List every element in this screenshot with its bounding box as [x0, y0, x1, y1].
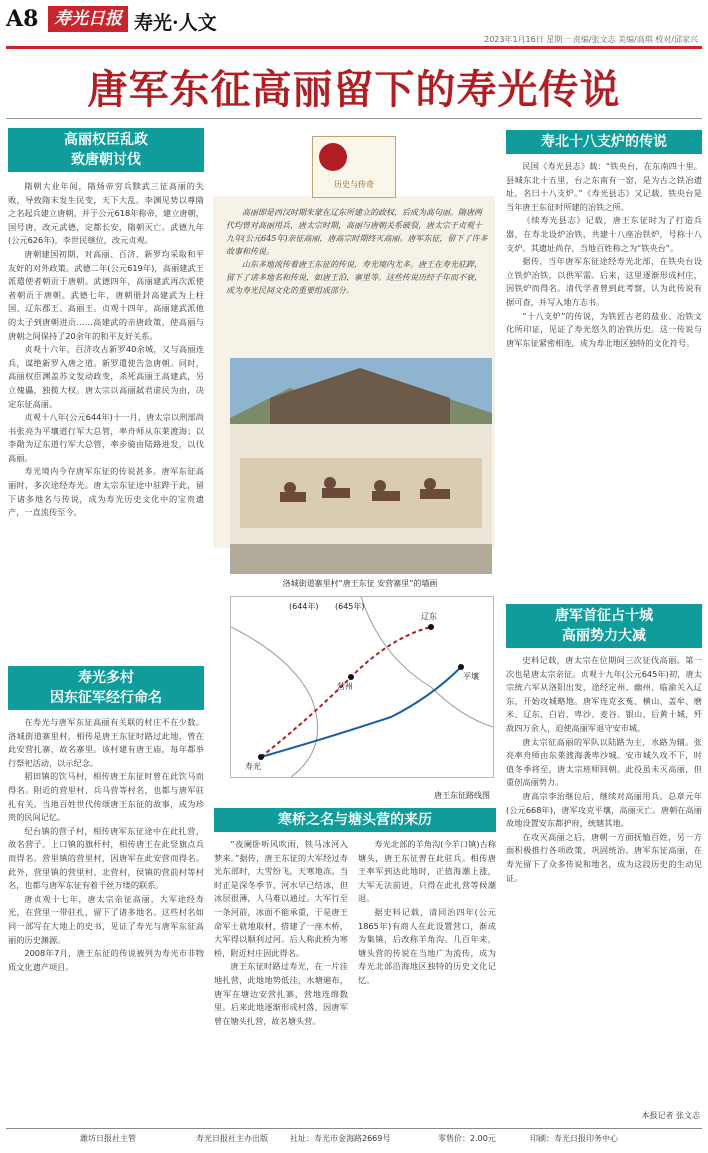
- paragraph: 唐朝建国初期，对高丽、百济、新罗均采取和平友好的对外政策。武德二年(公元619年)，高丽建武王派遣使者朝贡于唐朝。武德四年，高丽建武再次派使者朝贡于唐朝。武德七年，唐朝册封高建武为上柱国、辽东郡王、高丽王。贞观十四年，高丽建武派他的太子到唐朝进贡……高建武的亲唐政策，使高丽与唐朝之间保持了20余年的和平友好关系。: [8, 248, 204, 341]
- left-section1-banner: [8, 128, 204, 172]
- footer-divider: [6, 1128, 702, 1129]
- map-caption: 唐王东征路线图: [434, 791, 490, 800]
- intro-body: [226, 206, 488, 352]
- left-section1-title-line1: 高丽权臣乱政: [64, 132, 148, 148]
- paragraph: 据传，当年唐军东征途经寿光北部，在铁央台设立铁炉冶铁，以供军需。后来，这里逐渐形成村庄，因铁炉而得名。清代学者曾到此考察，认为此传说有据可查，并写入地方志书。: [506, 256, 702, 307]
- paragraph: 在攻灭高丽之后，唐朝一方面抚恤百姓，另一方面积极推行各项政策，巩固统治。唐军东征高丽，在寿光留下了众多传说和地名，成为这段历史的生动见证。: [506, 831, 702, 883]
- intro-seal: [312, 136, 396, 198]
- left-section2-title-line1: 寿光多村: [78, 670, 134, 686]
- map-label-place: 营州: [337, 682, 353, 691]
- paragraph: 《续寿光县志》记载，唐王东征时为了打造兵器，在寿北设炉冶铁，共建十八座冶铁炉，号称十八支炉。其遗址尚存，当地百姓称之为“铁央台”。: [506, 215, 702, 253]
- paragraph: 隋朝大业年间，隋炀帝穷兵黩武三征高丽的失败，导致隋末发生民变，天下大乱。李渊见势以尊隋之名起兵建立唐朝，并于公元618年称帝，建立唐朝，国号唐，改元武德，定都长安，隋朝灭亡。武德九年(公元626年)，李世民继位，改元贞观。: [8, 181, 204, 246]
- route-map-drawing: [231, 597, 493, 777]
- right-section2-banner: [506, 604, 702, 648]
- page-number: A8: [6, 6, 39, 32]
- footer-supervisor: 潍坊日报社主管: [80, 1134, 136, 1143]
- section-title: 寿光·人文: [134, 12, 217, 34]
- paragraph: “夜阑卧听风吹雨，铁马冰河入梦来。”据传，唐王东征的大军经过寿光东部时，大雪纷飞，天寒地冻。当时正是深冬季节，河水早已结冰，但冰层很薄，人马难以通过。大军行至一条河前，冰面不能承重，于是唐王命军士就地取材，搭建了一座木桥，大军得以顺利过河。后人称此桥为寒桥，附近村庄因此得名。: [214, 839, 348, 958]
- paragraph: 贞观十八年(公元644年)十一月，唐太宗以刑部尚书张亮为平壤道行军大总管，率舟师从东莱渡海；以李勣为辽东道行军大总管，率步骑由陆路进发，以伐高丽。: [8, 412, 204, 463]
- paragraph: 纪台镇的营子村，相传唐军东征途中在此扎营，故名营子。上口镇的旗杆村，相传唐王在此竖旗点兵而得名。营里镇的营里村，因唐军在此安营而得名。此外，营里镇的营里村、北营村，侯镇的营前村等村名，也都与唐军东征有着千丝万缕的联系。: [8, 825, 204, 891]
- middle-body-right: [358, 838, 496, 1124]
- route-map: [230, 596, 494, 778]
- paragraph: 寿光北部的羊角沟(今羊口镇)古称塘头，唐王东征曾在此驻兵。相传唐王率军到达此地时，正值海潮上涨，大军无法前进，只得在此扎营等候潮退。: [358, 839, 496, 904]
- map-label-644: (644年): [289, 602, 319, 611]
- newspaper-logo: 寿光日报: [48, 6, 128, 32]
- right-section1-body: [506, 160, 702, 578]
- left-section2-body: [8, 716, 204, 1122]
- footer-publisher: 寿光日报社主办出版: [196, 1134, 268, 1143]
- seal-text: 历史与传奇: [334, 180, 374, 189]
- footer-printer: 印刷：寿光日报印务中心: [530, 1134, 618, 1143]
- mural-photo: [230, 358, 492, 574]
- header-divider: [6, 46, 702, 49]
- mural-illustration: [230, 358, 492, 574]
- right-section2-body: [506, 654, 702, 1106]
- paragraph: 寿光境内今存唐军东征的传说甚多。唐军东征高丽时，多次途经寿光。唐太宗东征途中驻跸于此，留下诸多地名与传说，成为寿光历史文化中的宝贵遗产，一直流传至今。: [8, 466, 204, 518]
- paragraph: 高丽即是西汉时期朱蒙在辽东所建立的政权，后成为高句丽。隋唐两代均曾对高丽用兵，唐太宗时期，高丽与唐朝关系破裂，唐太宗于贞观十九年(公元645年)亲征高丽，唐高宗时期终灭高丽。唐军东征，留下了许多故事和传说。: [226, 208, 488, 256]
- photo-caption: 洛城街道寨里村“唐王东征 安营寨里”的墙画: [282, 579, 438, 588]
- left-section1-body: [8, 180, 204, 640]
- map-label-place: 辽东: [421, 612, 437, 621]
- paragraph: 山东多地流传着唐王东征的传说，寿光境内尤多。唐王在寿光驻跸，留下了诸多地名和传说，如唐王泊、寨里等。这些传说历经千年而不衰，成为寿光民间文化的重要组成部分。: [226, 260, 482, 295]
- footer-address: 社址：寿光市金海路2669号: [290, 1134, 391, 1143]
- paragraph: 在寿光与唐军东征高丽有关联的村庄不在少数。洛城街道寨里村，相传是唐王东征时路过此地，曾在此安营扎寨，故名寨里。该村建有唐王庙，每年都举行祭祀活动，以示纪念。: [8, 717, 204, 768]
- paragraph: 据史料记载，清同治四年(公元1865年)有商人在此设置营口，渐成为集镇，后改称羊角沟。几百年来，塘头营的传说在当地广为流传，成为寿光北部沿海地区独特的历史文化记忆。: [358, 906, 496, 985]
- left-section2-title-line2: 因东征军经行命名: [50, 690, 162, 706]
- paragraph: 稻田镇的饮马村，相传唐王东征时曾在此饮马而得名。附近的营里村、兵马营等村名，也都与唐军驻扎有关。当地百姓世代传颂唐王东征的故事，成为珍贵的民间记忆。: [8, 771, 204, 823]
- paragraph: 2008年7月，唐王东征的传说被列为寿光市非物质文化遗产项目。: [8, 948, 204, 972]
- middle-section-banner: 寒桥之名与塘头营的来历: [214, 808, 496, 832]
- map-label-place: 平壤: [463, 672, 479, 681]
- page-headline: 唐军东征高丽留下的寿光传说: [87, 66, 621, 113]
- paragraph: “十八支炉”的传说，为铁匠古老的盐业、冶铁文化所印证，见证了寿光悠久的冶铁历史。这一传说与唐军东征紧密相连，成为寿北地区独特的文化符号。: [506, 310, 702, 348]
- paragraph: 史料记载，唐太宗在位期间三次征伐高丽。第一次也是唐太宗亲征。贞观十九年(公元645年)初，唐太宗统六军从洛阳出发，途经定州、幽州、临渝关入辽东，开始攻城略地。唐军连克玄菟、横山、盖牟、磨米、辽东、白岩、卑沙、麦谷、银山、后黄十城，歼敌四万余人，迫使高丽军退守安市城。: [506, 655, 702, 733]
- footer-price: 零售价：2.00元: [438, 1134, 496, 1143]
- map-label-645: (645年): [335, 602, 365, 611]
- issue-meta: 2023年1月16日 星期一 责编/张文志 美编/高琪 校对/邱家兴: [484, 35, 698, 44]
- middle-body-left: [214, 838, 348, 1124]
- right-section2-title-line1: 唐军首征占十城: [555, 608, 653, 624]
- paragraph: 唐王东征时路过寿光，在一片洼地扎营，此地地势低洼，水塘遍布，唐军在塘边安营扎寨，营地连绵数里。后来此地逐渐形成村落，因唐军曾在塘头扎营，故名塘头营。: [214, 961, 348, 1026]
- paragraph: 唐太宗征高丽的军队以陆路为主，水路为辅。张亮率舟师由东莱渡海袭卑沙城。安市城久攻不下，时值冬季将至，唐太宗班师回朝。此役虽未灭高丽，但重创高丽势力。: [506, 736, 702, 788]
- author-signature: 本报记者 张文志: [641, 1111, 700, 1120]
- left-section1-title-line2: 致唐朝讨伐: [71, 152, 141, 168]
- seal-emblem-icon: [319, 143, 347, 171]
- left-section2-banner: [8, 666, 204, 710]
- headline-divider: [6, 118, 702, 119]
- paragraph: 贞观十六年，百济攻占新罗40余城，又与高丽连兵，谋绝新罗入唐之道。新罗遣使告急唐朝。同时，高丽权臣渊盖苏文发动政变，杀死高丽王高建武，另立傀儡，独揽大权。唐太宗以高丽弑君虐民为由，决定东征高丽。: [8, 344, 204, 409]
- paragraph: 唐贞观十七年，唐太宗亲征高丽，大军途经寿光，在营里一带驻扎，留下了诸多地名。这些村名如同一部写在大地上的史书，见证了寿光与唐军东征高丽的历史渊源。: [8, 893, 204, 945]
- right-section1-banner: 寿北十八支炉的传说: [506, 130, 702, 154]
- right-section2-title-line2: 高丽势力大减: [562, 628, 646, 644]
- paragraph: 民国《寿光县志》载：“铁央台，在东南四十里。县城东北十五里，台之东南有一窑，是为古之铁冶遗址，名曰十八支炉。”《寿光县志》又记载，铁央台是当年唐王东征时所建的冶铁之所。: [506, 161, 702, 212]
- paragraph: 唐高宗李治继位后，继续对高丽用兵。总章元年(公元668年)，唐军攻克平壤，高丽灭亡。唐朝在高丽故地设置安东都护府，统辖其地。: [506, 790, 702, 829]
- map-label-place: 寿光: [245, 762, 261, 771]
